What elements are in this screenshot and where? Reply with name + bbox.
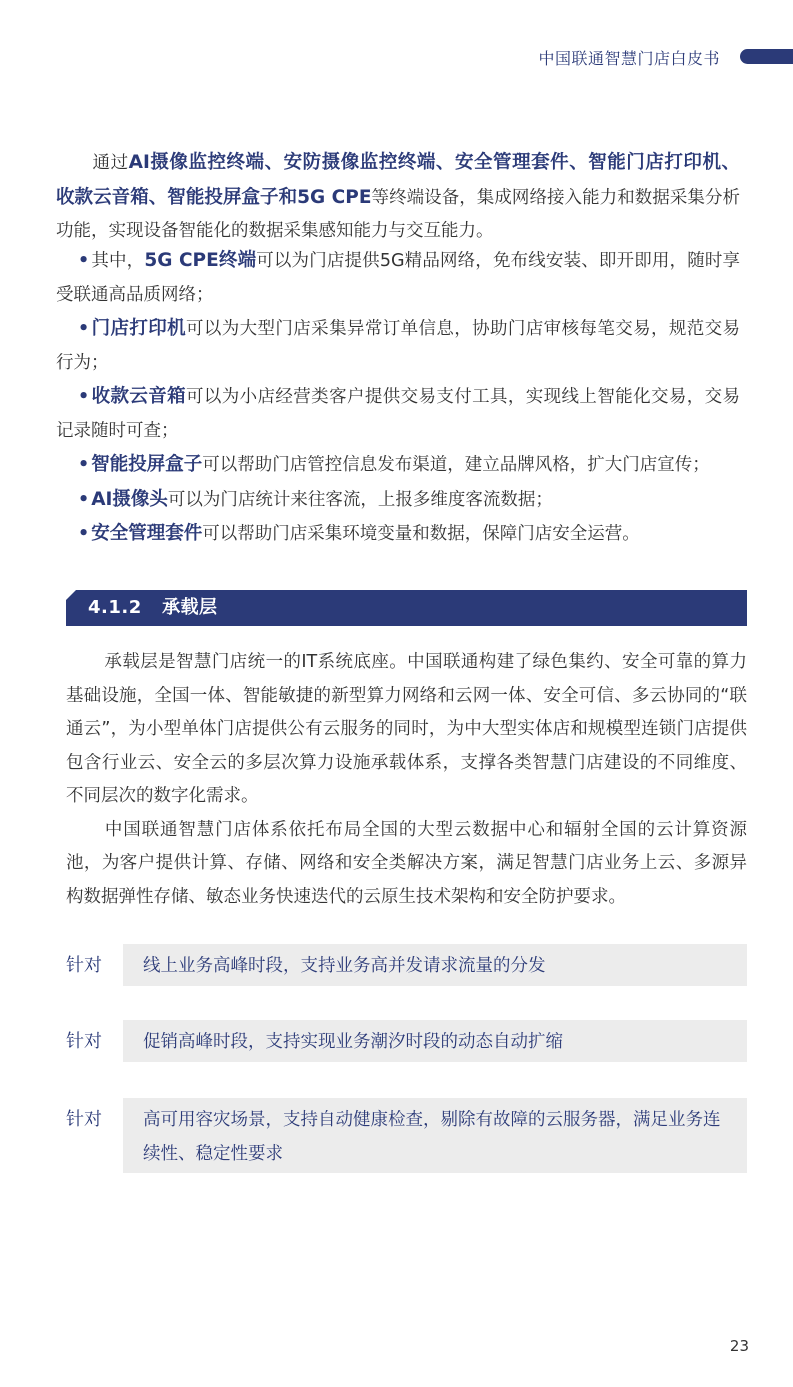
bullet-term: 安全管理套件 [91, 523, 203, 544]
bullet-text: 可以为大型门店采集异常订单信息，协助门店审核每笔交易，规范交易行为； [56, 319, 740, 373]
target-text: 促销高峰时段，支持实现业务潮汐时段的动态自动扩缩 [123, 1020, 747, 1062]
bullet-dot-icon: • [78, 524, 90, 544]
body-paragraph-1: 承载层是智慧门店统一的IT系统底座。中国联通构建了绿色集约、安全可靠的算力基础设施，全国一体、智能敏捷的新型算力网络和云网一体、安全可信、多云协同的“联通云”，为小型单体门店提供公有云服务的同时，为中大型实体店和规模型连锁门店提供包含行业云、安全云的多层次算力设施承载体系，支撑各类智慧门店建设的不同维度、不同层次的数字化需求。 [66, 652, 747, 806]
bullet-text: 可以帮助门店管控信息发布渠道，建立品牌风格，扩大门店宣传； [202, 455, 710, 475]
target-text: 高可用容灾场景，支持自动健康检查，剔除有故障的云服务器，满足业务连续性、稳定性要求 [123, 1098, 747, 1173]
section-header-bar [66, 590, 747, 626]
bullet-item [56, 517, 740, 552]
bullet-text: 可以为门店提供5G精品网络，免布线安装、即开即用，随时享受联通高品质网络； [56, 251, 741, 305]
bullet-dot-icon: • [78, 319, 90, 339]
bullet-term: 智能投屏盒子 [91, 454, 203, 475]
bullet-dot-icon: • [78, 489, 90, 510]
bullet-dot-icon: • [78, 455, 90, 475]
bullet-term: 门店打印机 [91, 318, 186, 339]
bullet-term: 收款云音箱 [91, 386, 186, 407]
bullet-term: 5G CPE终端 [144, 250, 257, 271]
intro-paragraph [56, 146, 740, 249]
page-number: 23 [729, 1337, 749, 1355]
target-label: 针对 [66, 1031, 102, 1052]
section-title [88, 590, 218, 626]
section-number: 4.1.2 [88, 597, 142, 618]
section-bar-corner [66, 590, 76, 600]
bullet-text: 可以为小店经营类客户提供交易支付工具，实现线上智能化交易，交易记录随时可查； [56, 387, 740, 441]
target-label: 针对 [66, 1109, 102, 1130]
header-title: 中国联通智慧门店白皮书 [538, 49, 720, 68]
bullet-item [56, 483, 740, 518]
bullet-item [56, 244, 740, 312]
bullet-prefix: 其中， [91, 251, 145, 271]
body-paragraph-2: 中国联通智慧门店体系依托布局全国的大型云数据中心和辐射全国的云计算资源池，为客户提供计算、存储、网络和安全类解决方案，满足智慧门店业务上云、多源异构数据弹性存储、敏态业务快速迭代的云原生技术架构和安全防护要求。 [66, 819, 747, 907]
bullet-dot-icon: • [78, 387, 90, 407]
bullet-text: 可以帮助门店采集环境变量和数据，保障门店安全运营。 [202, 524, 640, 544]
body-text [66, 646, 747, 914]
intro-devices: AI摄像监控终端、安防摄像监控终端、安全管理套件、智能门店打印机、收款云音箱、智能投屏盒子和5G CPE [56, 152, 740, 208]
intro-prefix: 通过 [92, 153, 129, 173]
bullet-item [56, 380, 740, 448]
bullet-item [56, 448, 740, 483]
bullet-dot-icon: • [78, 251, 90, 271]
header-tab-decoration [740, 49, 793, 64]
target-label: 针对 [66, 955, 102, 976]
bullet-text: 可以为门店统计来往客流，上报多维度客流数据； [167, 489, 553, 510]
bullet-item [56, 312, 740, 380]
section-name: 承载层 [162, 597, 218, 618]
intro-rest: 等终端设备，集成网络接入能力和数据采集分析功能，实现设备智能化的数据采集感知能力与交互能力。 [56, 187, 740, 241]
target-text: 线上业务高峰时段，支持业务高并发请求流量的分发 [123, 944, 747, 986]
bullet-list [56, 244, 740, 552]
bullet-term: AI摄像头 [91, 488, 168, 510]
